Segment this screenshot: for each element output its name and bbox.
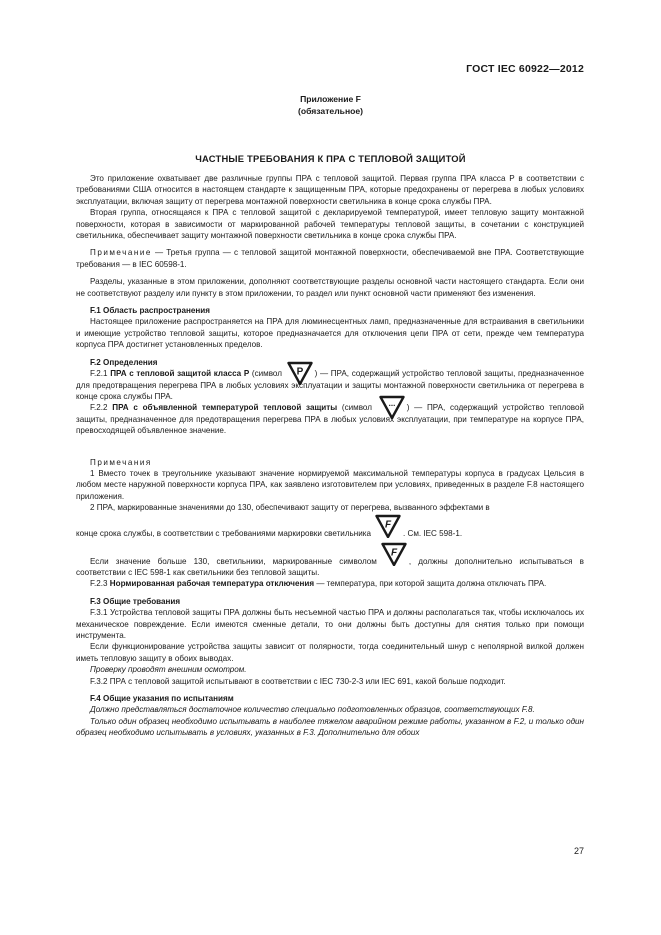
f2-heading: F.2 Определения	[90, 357, 158, 367]
intro-paragraph-1: Это приложение охватывает две различные группы ПРА с тепловой защитой. Первая группа ПРА класса Р в соответствии с требованиями США относится в настоящем стандарте к защищенным ПРА, которые предохранены от перегрева в любых условиях эксплуатации, включая защиту от перегрева монтажной поверхности светильника в конце срока службы ПРА.	[76, 174, 584, 206]
f23-definition: F.2.3 Нормированная рабочая температура отключения — температура, при которой защита должна отключать ПРА.	[90, 579, 547, 589]
f31-text: F.3.1 Устройства тепловой защиты ПРА должны быть несъемной частью ПРА и должны располагаться так, чтобы исключалось их механическое повреждение. Если имеются сменные детали, то они должны быть доступны для снятия только при помощи инструмента.	[76, 608, 584, 640]
f3-heading: F.3 Общие требования	[90, 596, 181, 606]
notes-label: Примечания	[90, 457, 152, 467]
document-body	[76, 173, 584, 739]
symbol-dots: ...	[388, 399, 396, 409]
f21-number: F.2.1	[90, 369, 111, 379]
over-130-paragraph: Если значение больше 130, светильники, маркированные символом F , должны дополнительно испытываться в соответствии с IEC 598-1 как светильники без тепловой защиты.	[76, 556, 584, 579]
f1-heading: F.1 Область распространения	[90, 306, 210, 316]
f23-term: Нормированная рабочая температура отключения	[109, 579, 315, 589]
f22-number: F.2.2	[90, 403, 113, 413]
f4-paragraph-2: Только один образец необходимо испытывать в наиболее тяжелом аварийном режиме работы, указанном в F.2, и только один образец необходимо испытывать в условиях, указанных в F.3. Дополнительно для обоих	[76, 716, 584, 738]
f21-definition	[76, 368, 584, 402]
f21-symbol-open: (символ	[249, 369, 285, 379]
symbol-p-letter: P	[296, 366, 303, 378]
f1-text: Настоящее приложение распространяется на ПРА для люминесцентных ламп, предназначенные для встраивания в светильники и имеющие устройство тепловой защиты, которое предназначается для отключения цепи ПРА от сети, прежде чем температура корпуса ПРА достигнет установленных пределов.	[76, 317, 584, 350]
note-2-first-line: 2 ПРА, маркированные значениями до 130, обеспечивают защиту от перегрева, вызванного эффектами в	[90, 503, 490, 513]
f21-text: ) — ПРА, содержащий устройство тепловой защиты, предназначенное для предотвращения перегрева ПРА в любых условиях эксплуатации и защиты монтажной поверхности светильника от перегрева в конце срока службы ПРА.	[76, 369, 584, 401]
f22-symbol-open: (символ	[337, 403, 377, 413]
note-2-ref: . См. IEC 598-1.	[402, 528, 463, 538]
note-2-text: конце срока службы, в соответствии с требованиями маркировки светильника	[76, 528, 371, 538]
f22-definition	[76, 399, 584, 436]
f22-text: ) — ПРА, содержащий устройство тепловой защиты, предназначенное для предотвращения перегрева ПРА в любых условиях эксплуатации, при температуре на корпусе ПРА, превосходящей объявленное значение.	[76, 403, 584, 436]
symbol-f-letter: F	[384, 519, 392, 531]
f21-term: ПРА с тепловой защитой класса Р	[110, 369, 250, 379]
annex-status: (обязательное)	[297, 106, 364, 116]
f32-text: F.3.2 ПРА с тепловой защитой испытывают в соответствии с IEC 730-2-3 или IEC 691, какой больше подходит.	[90, 676, 506, 686]
f4-heading: F.4 Общие указания по испытаниям	[90, 694, 234, 704]
note-label: Примечание	[90, 248, 152, 258]
intro-paragraph-2: Вторая группа, относящаяся к ПРА с тепловой защитой с декларируемой температурой, имеет тепловую защиту монтажной поверхности, которая в зависимости от маркированной рабочей температуры тепловой защиты, в сочетании с конструкцией светильника, обеспечивает защиту монтажной поверхности светильника в конце срока службы ПРА.	[76, 208, 584, 241]
annex-heading	[0, 93, 661, 117]
note-1: 1 Вместо точек в треугольнике указывают значение нормируемой максимальной температуры корпуса в градусах Цельсия в любом месте наружной поверхности корпуса ПРА, как заявлено изготовителем при условиях, приведенных в разделе F.8 настоящего приложения.	[76, 468, 584, 501]
section-title: ЧАСТНЫЕ ТРЕБОВАНИЯ К ПРА С ТЕПЛОВОЙ ЗАЩИТОЙ	[195, 153, 466, 164]
standard-designation: ГОСТ IEC 60922—2012	[466, 63, 584, 75]
symbol-f-letter-2: F	[390, 547, 397, 559]
note-2-continuation	[76, 514, 584, 544]
f31-check-text: Проверку проводят внешним осмотром.	[90, 665, 247, 675]
f22-term: ПРА с объявленной температурой тепловой защиты	[112, 403, 338, 413]
intro-paragraph-3: Разделы, указанные в этом приложении, дополняют соответствующие разделы основной части настоящего стандарта. Если они не соответствуют разделу или пункту в этом приложении, то раздел или пункт основной части применяют без изменения.	[76, 277, 584, 298]
luminaire-f-symbol-icon-2	[381, 542, 407, 566]
intro-note	[76, 247, 584, 270]
f4-paragraph-1: Должно представляться достаточное количество специально подготовленных образцов, соответствующих F.8.	[90, 705, 535, 715]
page-number: 27	[573, 846, 584, 856]
f31-polarity-text: Если функционирование устройства защиты зависит от полярности, тогда соединительный шнур с неполярной вилкой должен иметь тепловую защиту в обоих выводах.	[76, 642, 584, 663]
annex-title: Приложение F	[300, 94, 361, 104]
note-text: — Третья группа — с тепловой защитой монтажной поверхности, обеспечиваемой вне ПРА. Соответствующие требования — в IEC 60598-1.	[76, 248, 584, 269]
luminaire-f-symbol-icon	[375, 514, 401, 538]
